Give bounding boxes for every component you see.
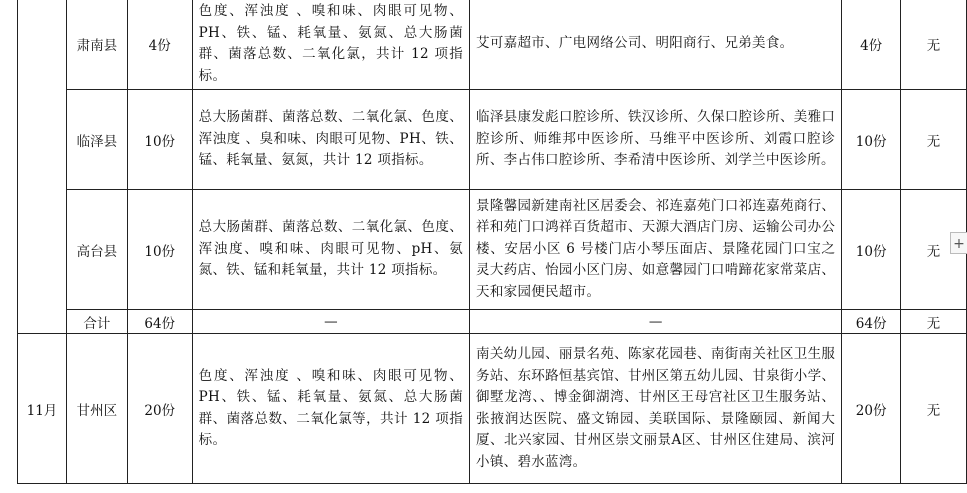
total-dash: — xyxy=(470,310,842,334)
county-cell: 高台县 xyxy=(66,190,127,310)
indicators-cell: 色度、浑浊度 、嗅和味、肉眼可见物、PH、铁、锰、耗氧量、氨氮、总大肠菌群、菌落总数、二氧化氯，共计 12 项指标。 xyxy=(192,0,469,90)
indicators-cell: 总大肠菌群、菌落总数、二氧化氯、色度、浑浊度 、臭和味、肉眼可见物、PH、铁、锰、耗氧量、氨氮，共计 12 项指标。 xyxy=(192,90,469,190)
result-cell: 无 xyxy=(901,0,967,90)
count2-cell: 20份 xyxy=(842,334,901,484)
sampling-table xyxy=(17,0,967,484)
count2-cell: 10份 xyxy=(842,190,901,310)
count-cell: 10份 xyxy=(127,90,192,190)
expand-button[interactable]: + xyxy=(950,232,967,254)
locations-cell: 南关幼儿园、丽景名苑、陈家花园巷、南街南关社区卫生服务站、东环路恒基宾馆、甘州区第五幼儿园、甘泉街小学、御墅龙湾、、博金御湖湾、甘州区王母宫社区卫生服务站、张掖润达医院、盛文锦园、美联国际、景隆颐园、新闻大厦、北兴家园、甘州区崇文丽景A区、甘州区住建局、滨河小镇、碧水蓝湾。 xyxy=(470,334,842,484)
total-dash: — xyxy=(192,310,469,334)
count2-cell: 10份 xyxy=(842,90,901,190)
count-cell: 20份 xyxy=(127,334,192,484)
indicators-cell: 总大肠菌群、菌落总数、二氧化氯、色度、浑浊度、嗅和味、肉眼可见物、pH、氨氮、铁、锰和耗氧量，共计 12 项指标。 xyxy=(192,190,469,310)
table-row xyxy=(18,90,967,190)
county-cell: 甘州区 xyxy=(66,334,127,484)
table-row xyxy=(18,190,967,310)
count2-cell: 4份 xyxy=(842,0,901,90)
count-cell: 10份 xyxy=(127,190,192,310)
total-row xyxy=(18,310,967,334)
total-count2: 64份 xyxy=(842,310,901,334)
count-cell: 4份 xyxy=(127,0,192,90)
total-count: 64份 xyxy=(127,310,192,334)
result-cell: 无 xyxy=(901,334,967,484)
locations-cell: 景隆馨园新建南社区居委会、祁连嘉苑门口祁连嘉苑商行、祥和苑门口鸿祥百货超市、天源大酒店门房、运输公司办公楼、安居小区 6 号楼门店小琴压面店、景隆花园门口宝之灵大药店、怡园小区门房、如意馨园门口啃蹄花家常菜店、天和家园便民超市。 xyxy=(470,190,842,310)
total-result: 无 xyxy=(901,310,967,334)
month-cell: 11月 xyxy=(18,334,67,484)
indicators-cell: 色度、浑浊度 、嗅和味、肉眼可见物、PH、铁、锰、耗氧量、氨氮、总大肠菌群、菌落总数、二氧化氯等，共计 12 项指标。 xyxy=(192,334,469,484)
table-row xyxy=(18,334,967,484)
result-cell: 无 xyxy=(901,190,967,310)
result-cell: 无 xyxy=(901,90,967,190)
total-label: 合计 xyxy=(66,310,127,334)
month-cell-empty xyxy=(18,0,67,334)
locations-cell: 临泽县康发彪口腔诊所、铁汉诊所、久保口腔诊所、美雅口腔诊所、师维邦中医诊所、马维平中医诊所、刘霞口腔诊所、李占伟口腔诊所、李希清中医诊所、刘学兰中医诊所。 xyxy=(470,90,842,190)
county-cell: 临泽县 xyxy=(66,90,127,190)
county-cell: 肃南县 xyxy=(66,0,127,90)
locations-cell: 艾可嘉超市、广电网络公司、明阳商行、兄弟美食。 xyxy=(470,0,842,90)
table-row xyxy=(18,0,967,90)
